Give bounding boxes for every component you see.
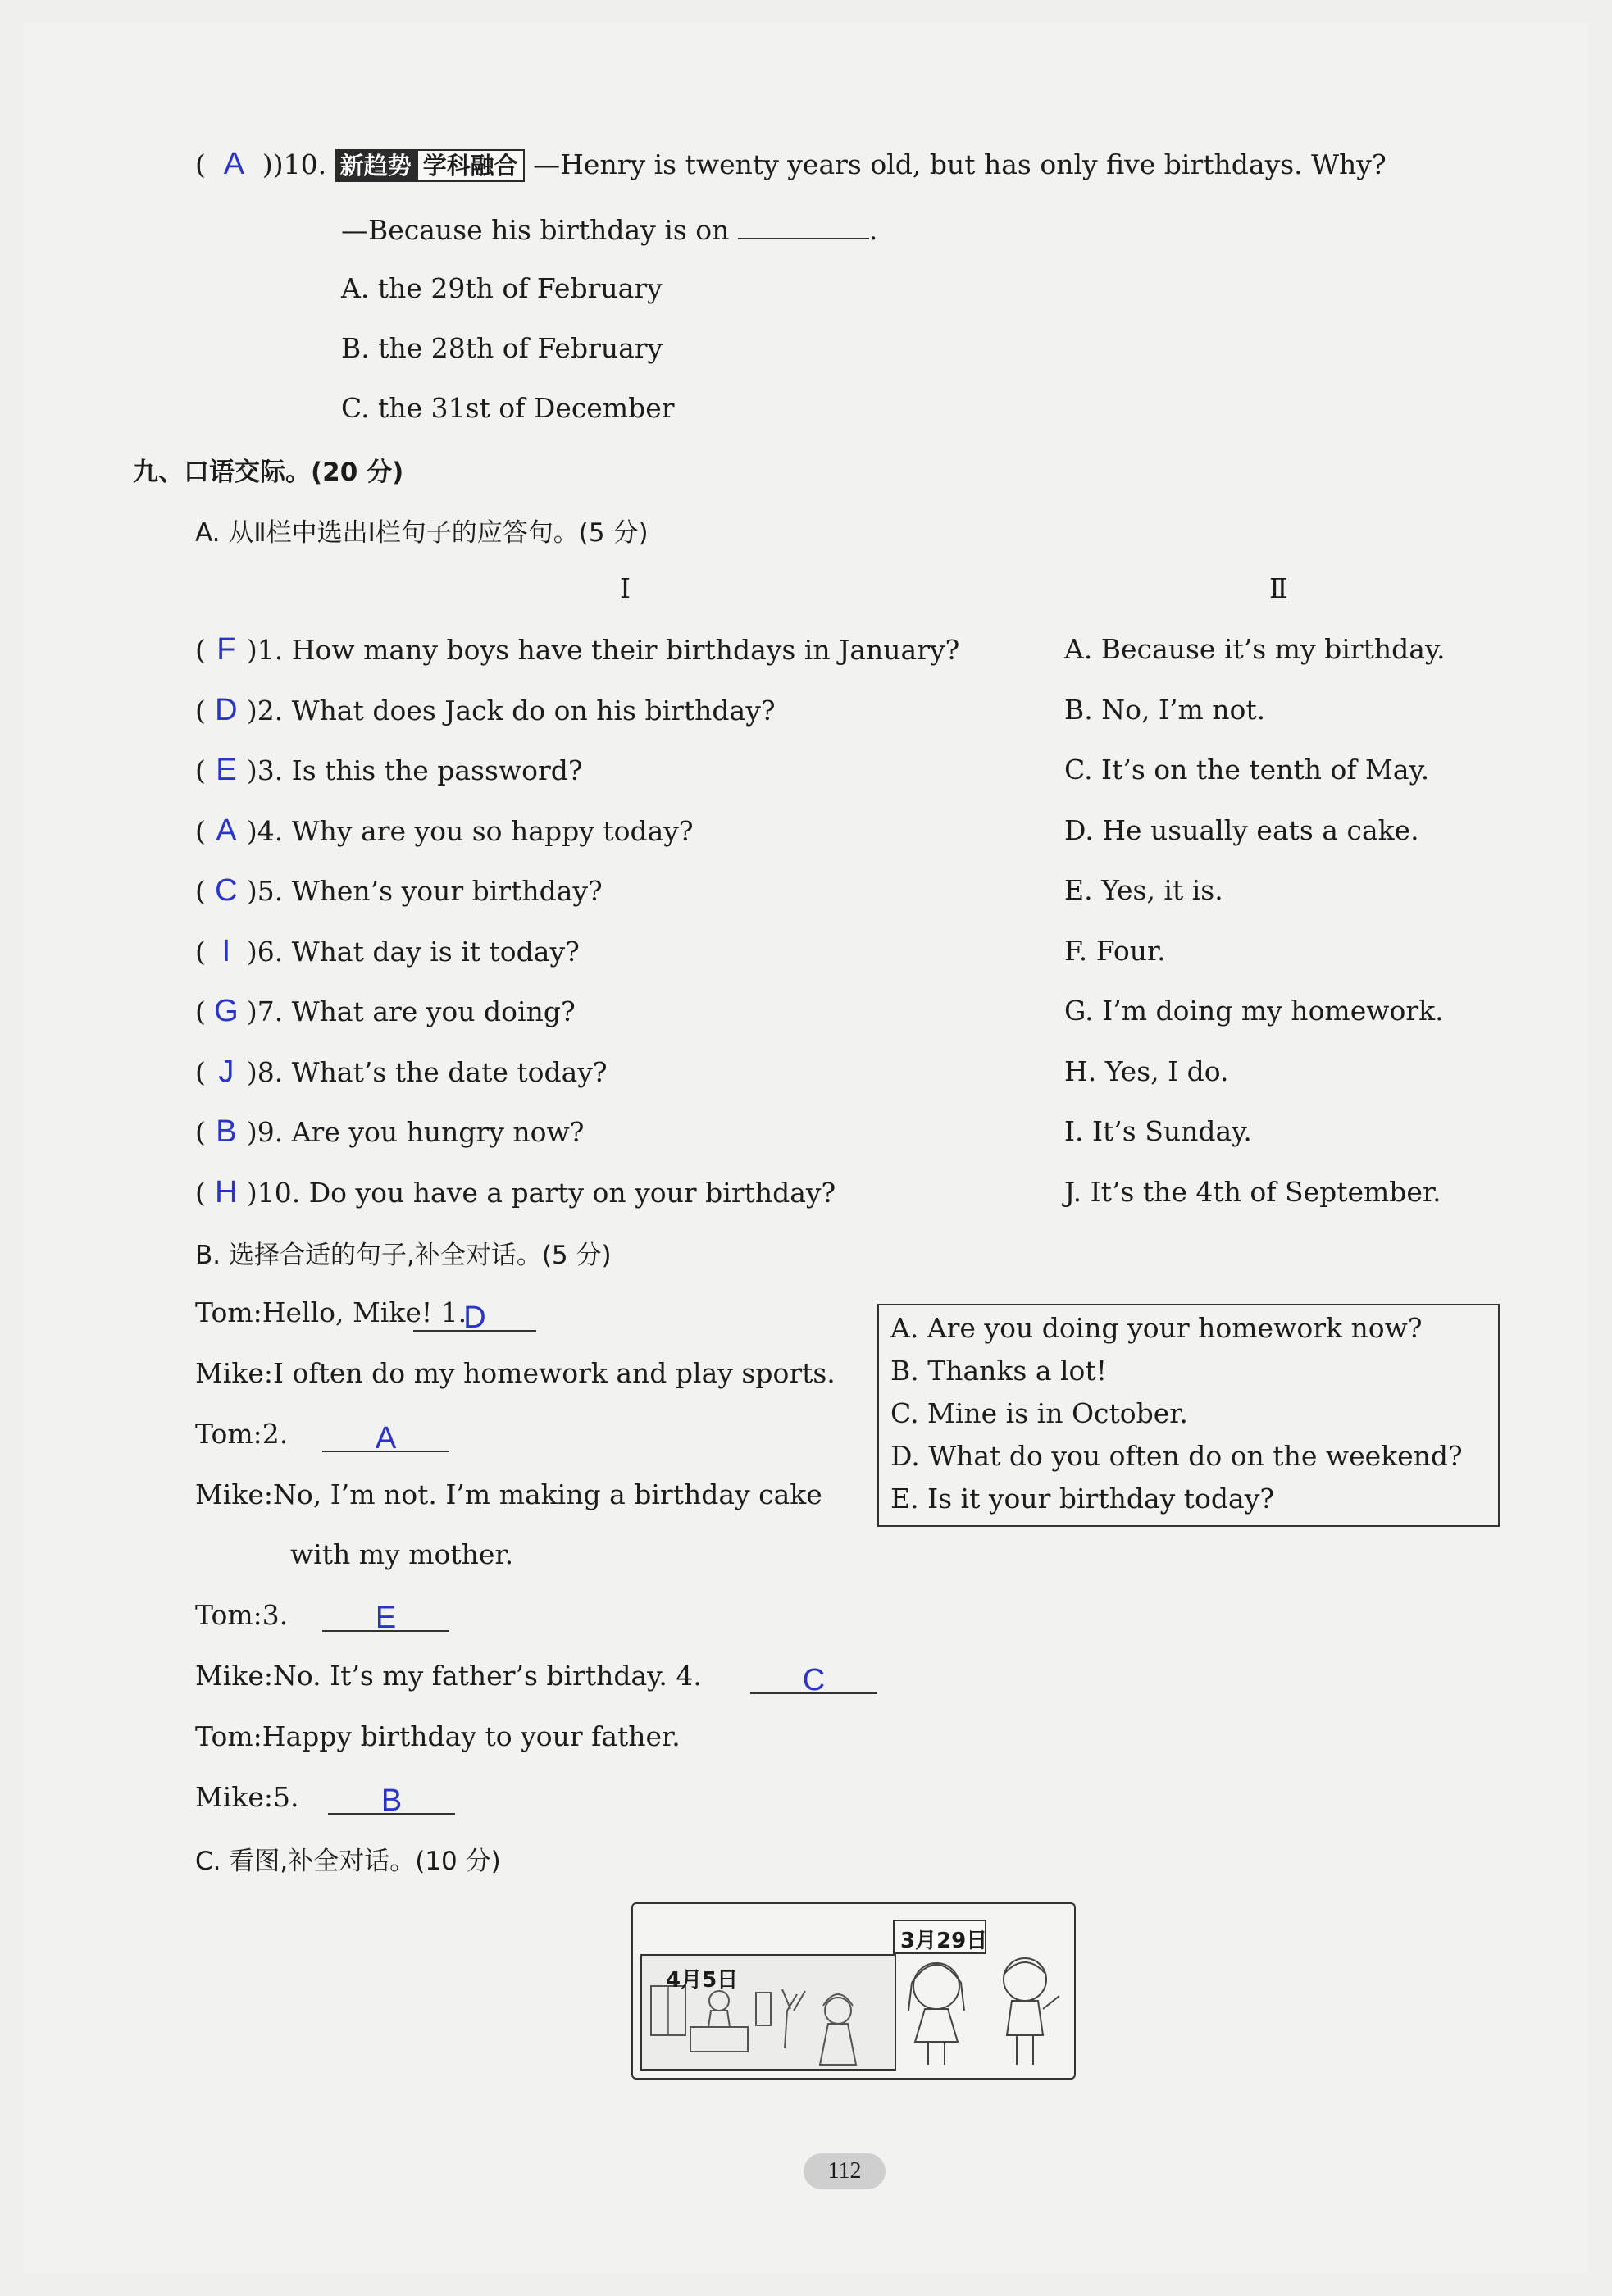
match-option: I. It’s Sunday. xyxy=(1064,1115,1252,1147)
match-question-text: )5. When’s your birthday? xyxy=(246,875,603,907)
match-answer: D xyxy=(215,692,238,727)
q10-line: ( A ))10. 新趋势 学科融合 —Henry is twenty years old, but has only five birthdays. Why? xyxy=(195,147,1387,181)
match-question: ( G )7. What are you doing? xyxy=(195,994,576,1028)
match-question-text: )6. What day is it today? xyxy=(246,935,580,968)
workbook-page xyxy=(23,23,1589,2273)
q10-reply: —Because his birthday is on . xyxy=(341,210,877,248)
match-question: ( J )8. What’s the date today? xyxy=(195,1054,608,1089)
match-option: A. Because it’s my birthday. xyxy=(1064,633,1446,665)
match-answer: C xyxy=(215,873,238,908)
match-question-text: )7. What are you doing? xyxy=(246,995,576,1027)
new-trend-tag: 新趋势 xyxy=(335,149,417,182)
match-question: ( D )2. What does Jack do on his birthday? xyxy=(195,692,776,727)
q10-option: B. the 28th of February xyxy=(341,332,663,364)
blank-1: D xyxy=(413,1301,536,1332)
q10-answer: A xyxy=(223,147,245,181)
dialog-line: Mike:No. It’s my father’s birthday. 4. xyxy=(195,1660,702,1692)
match-question-text: )10. Do you have a party on your birthday? xyxy=(246,1176,836,1209)
match-answer: A xyxy=(216,813,237,848)
dialog-line: Tom:Hello, Mike! 1. xyxy=(195,1296,467,1328)
match-question: ( I )6. What day is it today? xyxy=(195,933,580,968)
match-question-text: )2. What does Jack do on his birthday? xyxy=(246,694,776,727)
option-item: D. What do you often do on the weekend? xyxy=(890,1440,1463,1472)
match-question: ( B )9. Are you hungry now? xyxy=(195,1114,585,1149)
match-answer: I xyxy=(221,933,231,968)
option-item: C. Mine is in October. xyxy=(890,1397,1188,1429)
page-number: 112 xyxy=(804,2153,886,2189)
match-answer: E xyxy=(216,753,237,787)
blank-2: A xyxy=(322,1421,449,1452)
section-title: 九、口语交际。(20 分) xyxy=(133,458,404,487)
match-question: ( F )1. How many boys have their birthdays in January? xyxy=(195,632,960,667)
match-option: G. I’m doing my homework. xyxy=(1064,995,1444,1027)
match-option: F. Four. xyxy=(1064,934,1166,967)
picture-frame xyxy=(631,1902,1076,2080)
match-answer: J xyxy=(218,1054,235,1089)
match-option: D. He usually eats a cake. xyxy=(1064,813,1419,846)
blank-4: C xyxy=(750,1663,877,1694)
match-question-text: )9. Are you hungry now? xyxy=(246,1116,585,1148)
match-question: ( E )3. Is this the password? xyxy=(195,753,583,787)
dialog-line: Tom:Happy birthday to your father. xyxy=(195,1720,681,1752)
match-option: B. No, I’m not. xyxy=(1064,693,1266,726)
part-c-title: C. 看图,补全对话。(10 分) xyxy=(195,1847,501,1876)
dialog-line: Mike:I often do my homework and play sports. xyxy=(195,1357,836,1389)
match-question-text: )3. Is this the password? xyxy=(246,754,583,786)
dialog-line: Tom:2. xyxy=(195,1418,289,1450)
match-option: H. Yes, I do. xyxy=(1064,1055,1229,1087)
match-option: E. Yes, it is. xyxy=(1064,874,1223,906)
match-question-text: )1. How many boys have their birthdays in January? xyxy=(246,634,960,666)
part-a-title: A. 从Ⅱ栏中选出Ⅰ栏句子的应答句。(5 分) xyxy=(195,518,649,548)
date-label-march: 3月29日 xyxy=(900,1929,988,1953)
date-label-april: 4月5日 xyxy=(666,1968,739,1993)
q10-option: C. the 31st of December xyxy=(341,392,675,424)
column-1-header: Ⅰ xyxy=(620,572,631,604)
q10-option: A. the 29th of February xyxy=(341,272,663,304)
dialog-line-continued: with my mother. xyxy=(290,1538,514,1570)
match-answer: B xyxy=(216,1114,237,1149)
column-2-header: Ⅱ xyxy=(1269,572,1288,604)
match-question: ( C )5. When’s your birthday? xyxy=(195,873,603,908)
girl-head-icon xyxy=(913,1963,959,2009)
q10-number: )10. xyxy=(272,148,327,180)
option-item: A. Are you doing your homework now? xyxy=(890,1312,1423,1344)
match-question-text: )8. What’s the date today? xyxy=(246,1055,608,1088)
match-question-text: )4. Why are you so happy today? xyxy=(246,814,694,847)
dialog-line: Mike:No, I’m not. I’m making a birthday cake xyxy=(195,1478,822,1510)
blank-3: E xyxy=(322,1601,449,1632)
boy-head-icon xyxy=(1004,1958,1046,2001)
q10-blank xyxy=(738,210,869,239)
q10-question: —Henry is twenty years old, but has only five birthdays. Why? xyxy=(533,148,1387,180)
match-question: ( H )10. Do you have a party on your birthday? xyxy=(195,1174,836,1210)
match-answer: F xyxy=(216,632,236,667)
match-answer: H xyxy=(215,1174,238,1210)
blank-5: B xyxy=(328,1784,455,1815)
match-answer: G xyxy=(214,994,239,1028)
dialog-line: Mike:5. xyxy=(195,1781,299,1813)
match-option: C. It’s on the tenth of May. xyxy=(1064,754,1430,786)
dialog-line: Tom:3. xyxy=(195,1599,289,1631)
match-question: ( A )4. Why are you so happy today? xyxy=(195,813,694,848)
part-b-title: B. 选择合适的句子,补全对话。(5 分) xyxy=(195,1241,612,1270)
option-item: E. Is it your birthday today? xyxy=(890,1483,1275,1515)
match-option: J. It’s the 4th of September. xyxy=(1064,1175,1441,1208)
subject-fusion-tag: 学科融合 xyxy=(417,149,525,182)
options-box xyxy=(877,1304,1500,1527)
option-item: B. Thanks a lot! xyxy=(890,1355,1107,1387)
